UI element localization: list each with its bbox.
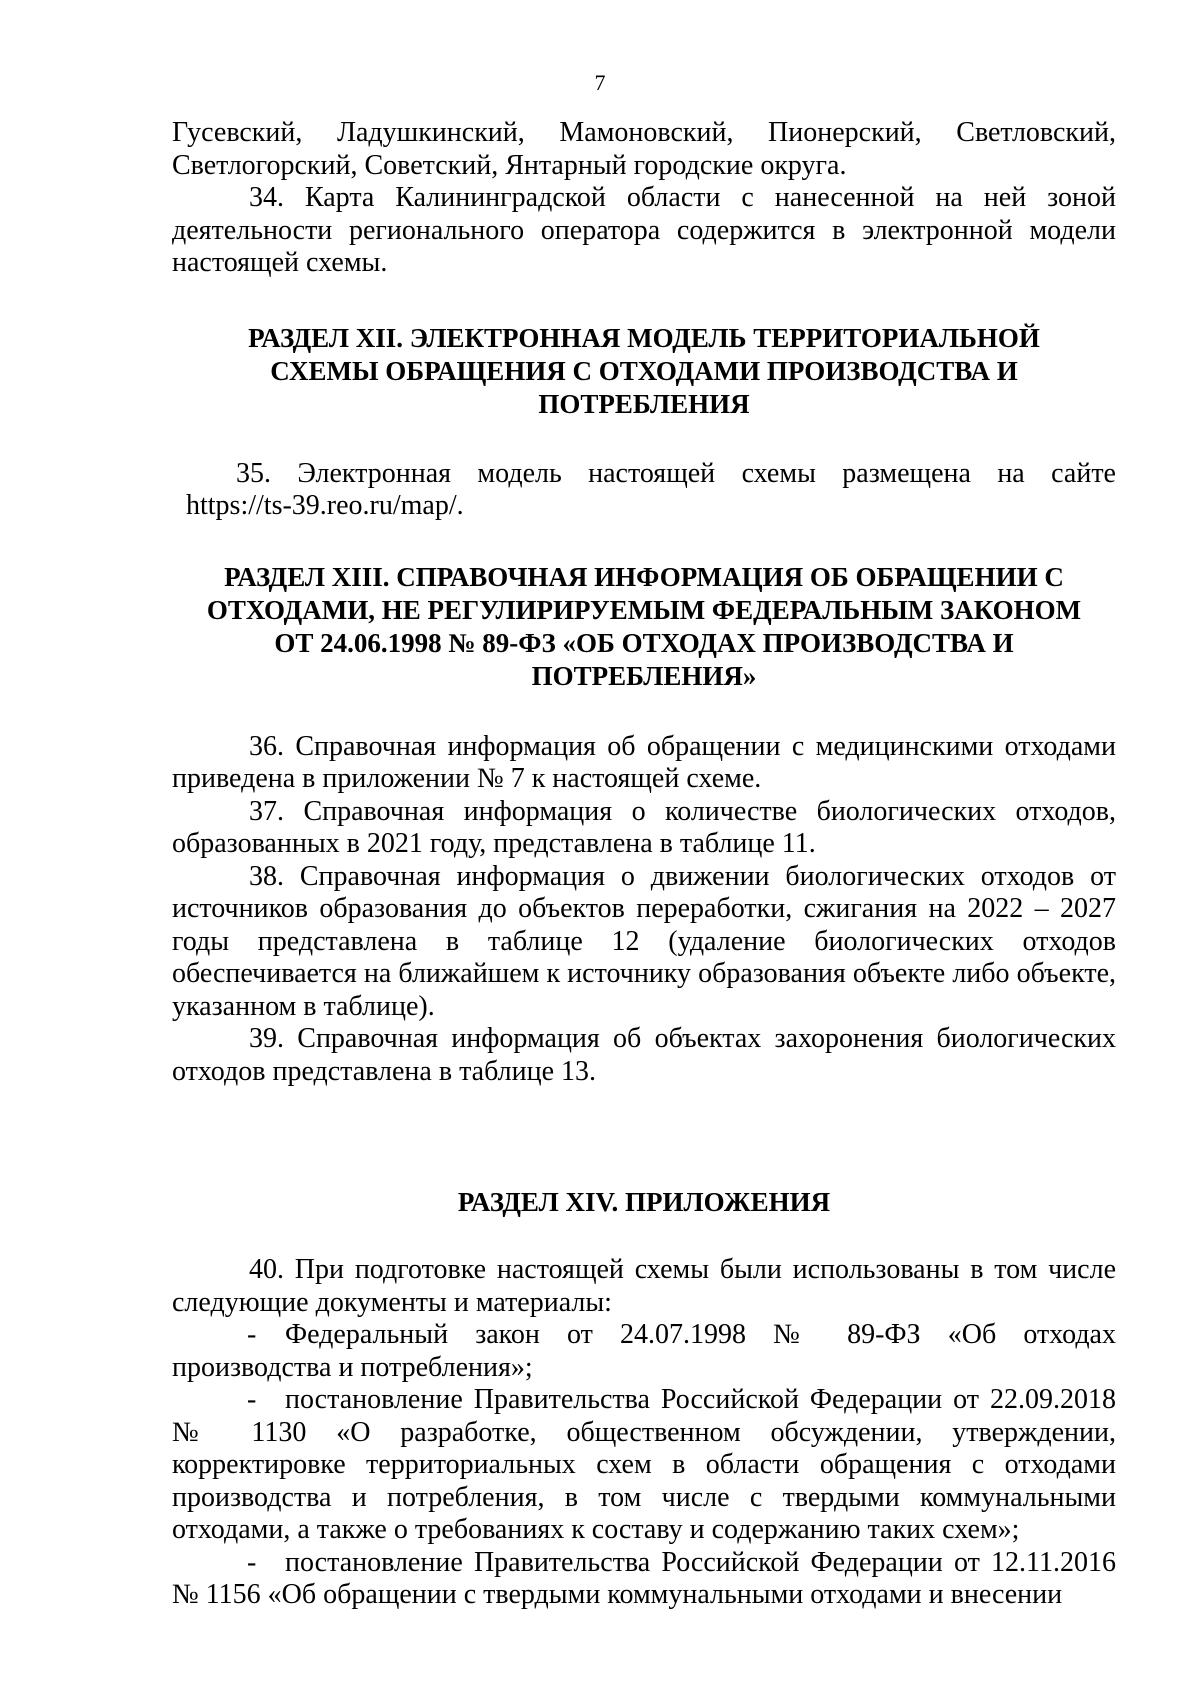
paragraph-35-line1: 35. Электронная модель настоящей схемы размещена на сайте xyxy=(236,457,1116,489)
list-item xyxy=(172,1547,1116,1612)
section-12-heading xyxy=(172,322,1116,421)
paragraph-continuation-line2: Светлогорский, Советский, Янтарный городские округа. xyxy=(172,149,847,181)
section-13-heading-line2: ОТХОДАМИ, НЕ РЕГУЛИРИРУЕМЫМ ФЕДЕРАЛЬНЫМ ЗАКОНОМ xyxy=(206,594,1082,625)
paragraph-39: 39. Справочная информация об объектах захоронения биологических отходов представлена в таблице 13. xyxy=(172,1023,1116,1087)
paragraph-40: 40. При подготовке настоящей схемы были использованы в том числе следующие документы и материалы: xyxy=(172,1254,1116,1318)
list-dash: - xyxy=(247,1319,257,1350)
page-number: 7 xyxy=(594,70,606,95)
list-item xyxy=(172,1319,1116,1384)
section-14-heading: РАЗДЕЛ XIV. ПРИЛОЖЕНИЯ xyxy=(457,1187,831,1217)
paragraph-36: 36. Справочная информация об обращении с медицинскими отходами приведена в приложении № 7 к настоящей схеме. xyxy=(172,730,1116,794)
page-content xyxy=(172,117,1116,1612)
paragraph-37: 37. Справочная информация о количестве биологических отходов, образованных в 2021 году, представлена в таблице 11. xyxy=(172,795,1116,859)
section-12-heading-line2: СХЕМЫ ОБРАЩЕНИЯ С ОТХОДАМИ ПРОИЗВОДСТВА И xyxy=(270,355,1018,386)
section-13-heading xyxy=(172,561,1116,693)
section-13-heading-line3: ОТ 24.06.1998 № 89-ФЗ «ОБ ОТХОДАХ ПРОИЗВОДСТВА И xyxy=(274,627,1014,658)
list-dash: - xyxy=(247,1546,257,1578)
section-13-heading-line1: РАЗДЕЛ XIII. СПРАВОЧНАЯ ИНФОРМАЦИЯ ОБ ОБРАЩЕНИИ С xyxy=(224,561,1064,592)
section-12-heading-line1: РАЗДЕЛ XII. ЭЛЕКТРОННАЯ МОДЕЛЬ ТЕРРИТОРИАЛЬНОЙ xyxy=(248,322,1040,353)
list-item-text: постановление Правительства Российской Федерации от 12.11.2016 № 1156 «Об обращении с твердыми коммунальными отходами и внесении xyxy=(172,1546,1116,1610)
section-13-heading-line4: ПОТРЕБЛЕНИЯ» xyxy=(531,660,757,691)
paragraph-38: 38. Справочная информация о движении биологических отходов от источников образования до объектов переработки, сжигания на 2022 – 2027 годы представлена в таблице 12 (удаление биологических отходов обеспечивается на ближайшем к источнику образования объекте либо объекте, указанном в таблице). xyxy=(172,860,1116,1022)
paragraph-continuation-line1: Гусевский, Ладушкинский, Мамоновский, Пионерский, Светловский, xyxy=(172,117,1116,148)
list-item xyxy=(172,1384,1116,1547)
paragraph-34: 34. Карта Калининградской области с нанесенной на ней зоной деятельности регионального оператора содержится в электронной модели настоящей схемы. xyxy=(172,182,1116,278)
section-12-heading-line3: ПОТРЕБЛЕНИЯ xyxy=(538,388,750,419)
list-item-text: Федеральный закон от 24.07.1998 № 89-ФЗ «Об отходах производства и потребления»; xyxy=(172,1319,1116,1383)
list-dash: - xyxy=(247,1384,257,1415)
list-item-text: постановление Правительства Российской Федерации от 22.09.2018 № 1130 «О разработке, общественном обсуждении, утверждении, корректировке территориальных схем в области обращения с отходами производства и потребления, в том числе с твердыми коммунальными отходами, а также о требованиях к составу и содержанию таких схем»; xyxy=(172,1384,1116,1545)
paragraph-35-link: https://ts-39.reo.ru/map/. xyxy=(186,490,464,521)
